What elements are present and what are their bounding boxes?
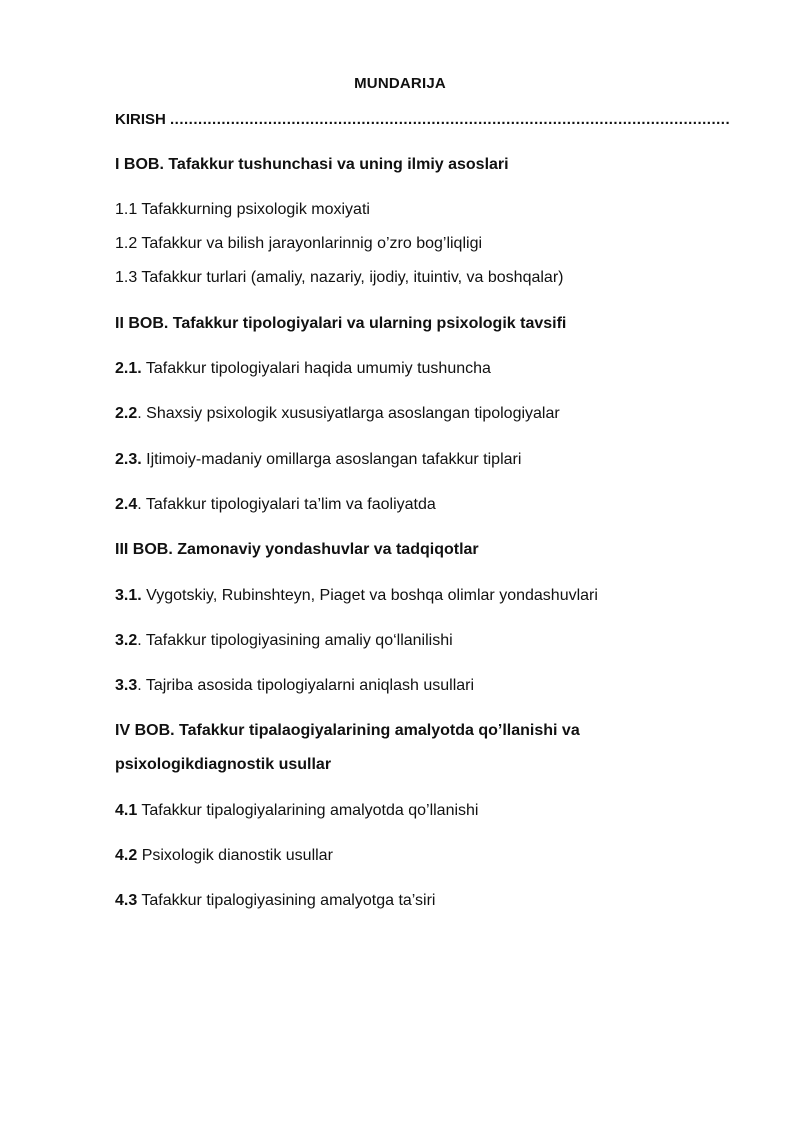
chapter-2-heading: II BOB. Tafakkur tipologiyalari va ularning psixologik tavsifi bbox=[115, 315, 567, 332]
chapter-4-heading-line-2: psixologikdiagnostik usullar bbox=[115, 756, 332, 773]
toc-item-3-2 bbox=[115, 631, 745, 651]
chapter-4-heading-line-1: IV BOB. Tafakkur tipalaogiyalarining amalyotda qo’llanishi va bbox=[115, 722, 580, 739]
intro-label: KIRISH bbox=[115, 111, 166, 128]
item-text: Tafakkur tipalogiyasining amalyotga ta’siri bbox=[137, 892, 436, 909]
item-number: 2.2 bbox=[115, 405, 138, 422]
item-text: . Tafakkur tipologiyalari ta’lim va faoliyatda bbox=[137, 496, 436, 513]
chapter-3-heading: III BOB. Zamonaviy yondashuvlar va tadqiqotlar bbox=[115, 541, 479, 558]
item-number: 4.3 bbox=[115, 892, 138, 909]
toc-item-2-1 bbox=[115, 359, 745, 379]
item-number: 4.1 bbox=[115, 802, 138, 819]
item-text: . Tafakkur tipologiyasining amaliy qo‘llanilishi bbox=[137, 632, 453, 649]
item-text: Ijtimoiy-madaniy omillarga asoslangan tafakkur tiplari bbox=[141, 451, 522, 468]
toc-item-2-4 bbox=[115, 495, 745, 515]
item-number: 3.1. bbox=[115, 587, 142, 604]
item-text: Psixologik dianostik usullar bbox=[137, 847, 333, 864]
toc-item-2-3 bbox=[115, 450, 745, 470]
item-number: 4.2 bbox=[115, 847, 138, 864]
toc-item-3-3 bbox=[115, 676, 745, 696]
item-text: Tafakkur tipologiyalari haqida umumiy tushuncha bbox=[141, 360, 491, 377]
item-number: 2.3. bbox=[115, 451, 142, 468]
dot-leader: ........................................................................................................................ bbox=[170, 111, 731, 128]
item-number: 2.4 bbox=[115, 496, 138, 513]
page-title: MUNDARIJA bbox=[354, 75, 446, 92]
toc-item-4-3 bbox=[115, 891, 745, 911]
toc-item-1-1: 1.1 Tafakkurning psixologik moxiyati bbox=[115, 201, 370, 218]
item-text: . Shaxsiy psixologik xususiyatlarga asoslangan tipologiyalar bbox=[137, 405, 560, 422]
item-text: . Tajriba asosida tipologiyalarni aniqlash usullari bbox=[137, 677, 475, 694]
toc-item-3-1 bbox=[115, 586, 745, 606]
item-number: 2.1. bbox=[115, 360, 142, 377]
toc-item-1-2: 1.2 Tafakkur va bilish jarayonlarinnig o’zro bog’liqligi bbox=[115, 235, 483, 252]
toc-item-2-2 bbox=[115, 404, 745, 424]
toc-item-4-1 bbox=[115, 801, 745, 821]
item-number: 3.3 bbox=[115, 677, 138, 694]
toc-item-4-2 bbox=[115, 846, 745, 866]
toc-item-1-3: 1.3 Tafakkur turlari (amaliy, nazariy, ijodiy, ituintiv, va boshqalar) bbox=[115, 269, 564, 286]
item-number: 3.2 bbox=[115, 632, 138, 649]
item-text: Vygotskiy, Rubinshteyn, Piaget va boshqa olimlar yondashuvlari bbox=[141, 587, 598, 604]
toc-entry-intro bbox=[115, 110, 739, 130]
chapter-1-heading: I BOB. Tafakkur tushunchasi va uning ilmiy asoslari bbox=[115, 156, 509, 173]
item-text: Tafakkur tipalogiyalarining amalyotda qo’llanishi bbox=[137, 802, 479, 819]
